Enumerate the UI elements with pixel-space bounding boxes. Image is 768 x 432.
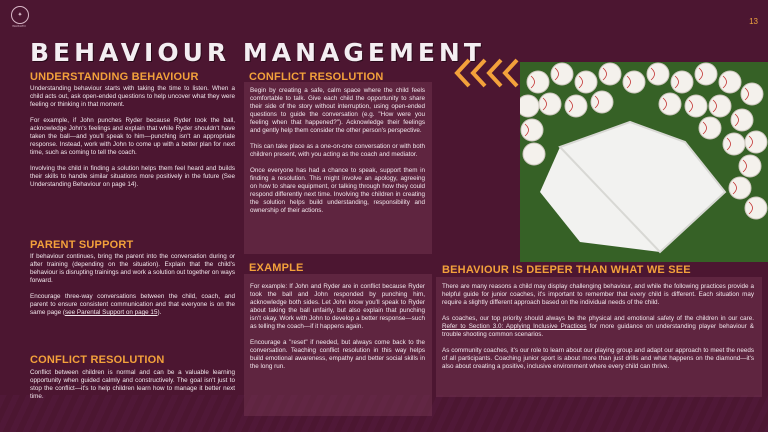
conflict-left-heading: CONFLICT RESOLUTION — [30, 354, 165, 366]
logo-icon: ✦ — [11, 6, 29, 24]
deeper-p1: There are many reasons a child may display challenging behaviour, and while the following practices provide a helpful guide for junior coaches, it's important to remember that every child is different. Each situation may require a slightly different approach based on the individual needs of the child. — [442, 283, 754, 306]
understanding-heading: UNDERSTANDING BEHAVIOUR — [30, 71, 199, 83]
example-p2: Encourage a "reset" if needed, but always come back to the conversation. Teaching conflict resolution in this way helps build emotional awareness, empathy and better social skills in the long run. — [250, 339, 425, 370]
conflict-mid-text — [250, 87, 425, 223]
chevrons-icon — [451, 58, 525, 88]
inclusive-practices-link[interactable]: Refer to Section 3.0: Applying Inclusive Practices — [442, 323, 587, 330]
understanding-p2: For example, if John punches Ryder because Ryder took the ball, acknowledge John's feelings and explain that while Ryder shouldn't have taken the ball—and you'll speak to him—punching isn't an appropriate response. Instead, work with John to come up with a better plan for next time, such as coming to tell the coach. — [30, 117, 235, 156]
example-heading: EXAMPLE — [249, 262, 304, 274]
deeper-text — [442, 283, 754, 379]
understanding-text — [30, 85, 235, 197]
deeper-p2-prefix: As coaches, our top priority should always be the physical and emotional safety of the children in our care. — [442, 315, 754, 322]
conflict-mid-p3: Once everyone has had a chance to speak, support them in finding a resolution. This might involve an apology, agreeing on how to share equipment, or talking through how they could respond differently next time. Involving the children in creating the solution helps build understanding, responsibility and ownership of their actions. — [250, 167, 425, 214]
deeper-p3: As community coaches, it's our role to learn about our playing group and adapt our approach to meet the needs of all participants. Coaching junior sport is about more than just drills and what happens on the diamond—it's also about creating a positive, inclusive environment where every child can thrive. — [442, 347, 754, 370]
conflict-mid-p1: Begin by creating a safe, calm space where the child feels comfortable to talk. Give each child the opportunity to share their side of the story without interruption, using open-ended questions to guide the conversation (e.g. "How were you feeling when that happened?"). Acknowledge their feelings and gently help them consider the other person's perspective. — [250, 87, 425, 134]
conflict-left-p1: Conflict between children is normal and can be a valuable learning opportunity when guided calmly and constructively. The goal isn't just to stop the conflict—it's to help children learn how to manage it better next time. — [30, 369, 235, 400]
parental-support-link[interactable]: see Parental Support on page 15 — [65, 309, 158, 316]
deeper-p2 — [442, 315, 754, 339]
parent-support-p2 — [30, 293, 235, 317]
parent-support-p1: If behaviour continues, bring the parent into the conversation during or after training (depending on the situation). Explain that the child's behaviour is disrupting trainings and work a solution out together on ways forward. — [30, 253, 235, 284]
example-text — [250, 283, 425, 379]
logo-text: WAIKATO — [12, 24, 26, 28]
parent-support-heading: PARENT SUPPORT — [30, 239, 134, 251]
page-number: 13 — [749, 17, 758, 26]
deeper-p2-suffix: for more guidance on understanding player behaviour & trouble shooting common scenarios. — [442, 323, 754, 338]
conflict-left-text — [30, 369, 235, 409]
example-p1: For example: If John and Ryder are in conflict because Ryder took the ball and John responded by punching him, acknowledge both sides. Let John know you'll speak to Ryder about taking the ball unfairly, but also explain that punching isn't okay. Work with John to develop a better response—such as telling the coach—if it happens again. — [250, 283, 425, 330]
understanding-p3: Involving the child in finding a solution helps them feel heard and builds their skills to handle similar situations more positively in the future (See Understanding Behaviour on page 14). — [30, 165, 235, 188]
page-title: BEHAVIOUR MANAGEMENT — [30, 38, 485, 67]
parent-support-text — [30, 253, 235, 325]
understanding-p1: Understanding behaviour starts with taking the time to listen. When a child acts out, ask open-ended questions to help uncover what they were feeling or thinking in that moment. — [30, 85, 235, 108]
conflict-mid-p2: This can take place as a one-on-one conversation or with both children present, with you acting as the coach and mediator. — [250, 143, 425, 158]
baseball-photo — [520, 62, 768, 262]
parent-support-p2-prefix: Encourage three-way conversations between the child, coach, and parent to ensure consistent communication and that everyone is on the same page ( — [30, 293, 235, 316]
conflict-mid-heading: CONFLICT RESOLUTION — [249, 71, 384, 83]
deeper-heading: BEHAVIOUR IS DEEPER THAN WHAT WE SEE — [442, 264, 691, 276]
parent-support-p2-suffix: ). — [157, 309, 162, 316]
